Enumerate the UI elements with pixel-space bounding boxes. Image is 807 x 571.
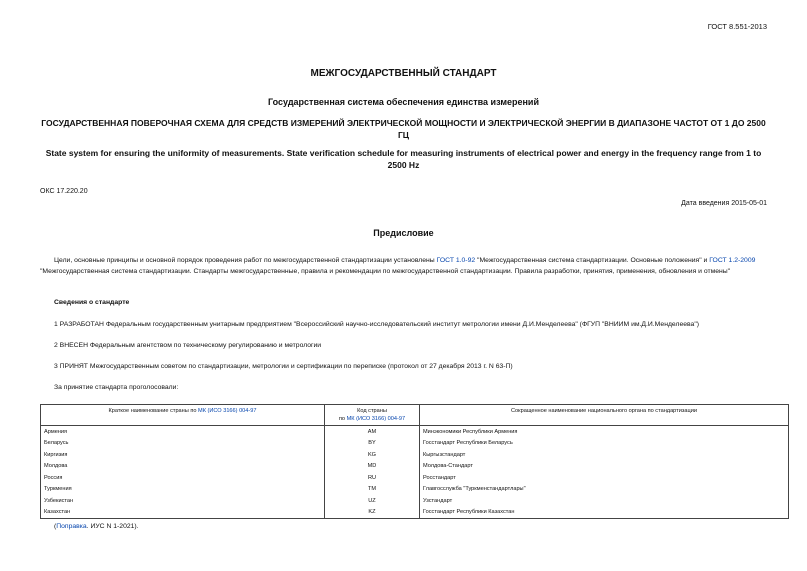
foreword-text-b: "Межгосударственная система стандартизации. Основные положения" и [475, 257, 710, 264]
standard-info-heading: Сведения о стандарте [54, 299, 130, 306]
foreword-paragraph [40, 255, 767, 277]
gost-1-0-92-link[interactable]: ГОСТ 1.0-92 [436, 257, 476, 264]
table-row: Россия RU Росстандарт [41, 472, 789, 484]
column-header-country: Краткое наименование страны по МК (ИСО 3166) 004-97 [41, 405, 325, 426]
info-item-adopted: 3 ПРИНЯТ Межгосударственным советом по стандартизации, метрологии и сертификации по переписке (протокол от 27 декабря 2013 г. N 63-П) [54, 363, 513, 370]
table-row: Узбекистан UZ Узстандарт [41, 495, 789, 507]
main-title-ru: ГОСУДАРСТВЕННАЯ ПОВЕРОЧНАЯ СХЕМА ДЛЯ СРЕДСТВ ИЗМЕРЕНИЙ ЭЛЕКТРИЧЕСКОЙ МОЩНОСТИ И ЭЛЕКТРИЧЕСКОЙ ЭНЕРГИИ В ДИАПАЗОНЕ ЧАСТОТ ОТ 1 ДО 2500 ГЦ [41, 118, 766, 140]
table-row: Казахстан KZ Госстандарт Республики Казахстан [41, 507, 789, 519]
foreword-text-a: Цели, основные принципы и основной порядок проведения работ по межгосударственной стандартизации установлены [54, 257, 437, 264]
mk-iso-3166-link[interactable]: МК (ИСО 3166) 004-97 [346, 416, 406, 422]
oks-code: ОКС 17.220.20 [40, 188, 88, 195]
column-header-body: Сокращенное наименование национального органа по стандартизации [420, 405, 789, 426]
voting-countries-table [40, 404, 789, 519]
info-item-submitted: 2 ВНЕСЕН Федеральным агентством по техническому регулированию и метрологии [54, 342, 322, 349]
system-title: Государственная система обеспечения единства измерений [268, 97, 539, 107]
table-header-row [41, 405, 789, 426]
document-number: ГОСТ 8.551-2013 [707, 22, 767, 31]
info-item-developed: 1 РАЗРАБОТАН Федеральным государственным унитарным предприятием "Всероссийский научно-исследовательский институт метрологии имени Д.И.Менделеева" (ФГУП "ВНИИМ им.Д.И.Менделеева") [54, 321, 699, 328]
amendment-note: (Поправка. ИУС N 1-2021). [54, 523, 139, 530]
table-row: Беларусь BY Госстандарт Республики Беларусь [41, 438, 789, 450]
column-header-code: Код страны по МК (ИСО 3166) 004-97 [325, 405, 420, 426]
voted-label: За принятие стандарта проголосовали: [54, 384, 179, 391]
table-row: Туркмения TM Главгосслужба "Туркменстандартлары" [41, 484, 789, 496]
mk-iso-3166-link[interactable]: МК (ИСО 3166) 004-97 [198, 408, 257, 414]
introduction-date: Дата введения 2015-05-01 [681, 200, 767, 207]
table-row: Армения AM Минэкономики Республики Армения [41, 426, 789, 438]
table-row: Молдова MD Молдова-Стандарт [41, 461, 789, 473]
foreword-heading: Предисловие [373, 228, 434, 238]
foreword-text-c: "Межгосударственная система стандартизации. Стандарты межгосударственные, правила и рекомендации по межгосударственной стандартизации. Правила разработки, принятия, применения, обновления и отмены" [40, 268, 731, 275]
gost-1-2-2009-link[interactable]: ГОСТ 1.2-2009 [709, 257, 756, 264]
table-row: Киргизия KG Кыргызстандарт [41, 449, 789, 461]
standard-type-title: МЕЖГОСУДАРСТВЕННЫЙ СТАНДАРТ [310, 68, 497, 79]
amendment-link[interactable]: Поправка [56, 523, 87, 530]
main-title-en: State system for ensuring the uniformity of measurements. State verification schedule for measuring instruments of electrical power and energy in the frequency range from 1 to 2500 Hz [45, 148, 762, 170]
